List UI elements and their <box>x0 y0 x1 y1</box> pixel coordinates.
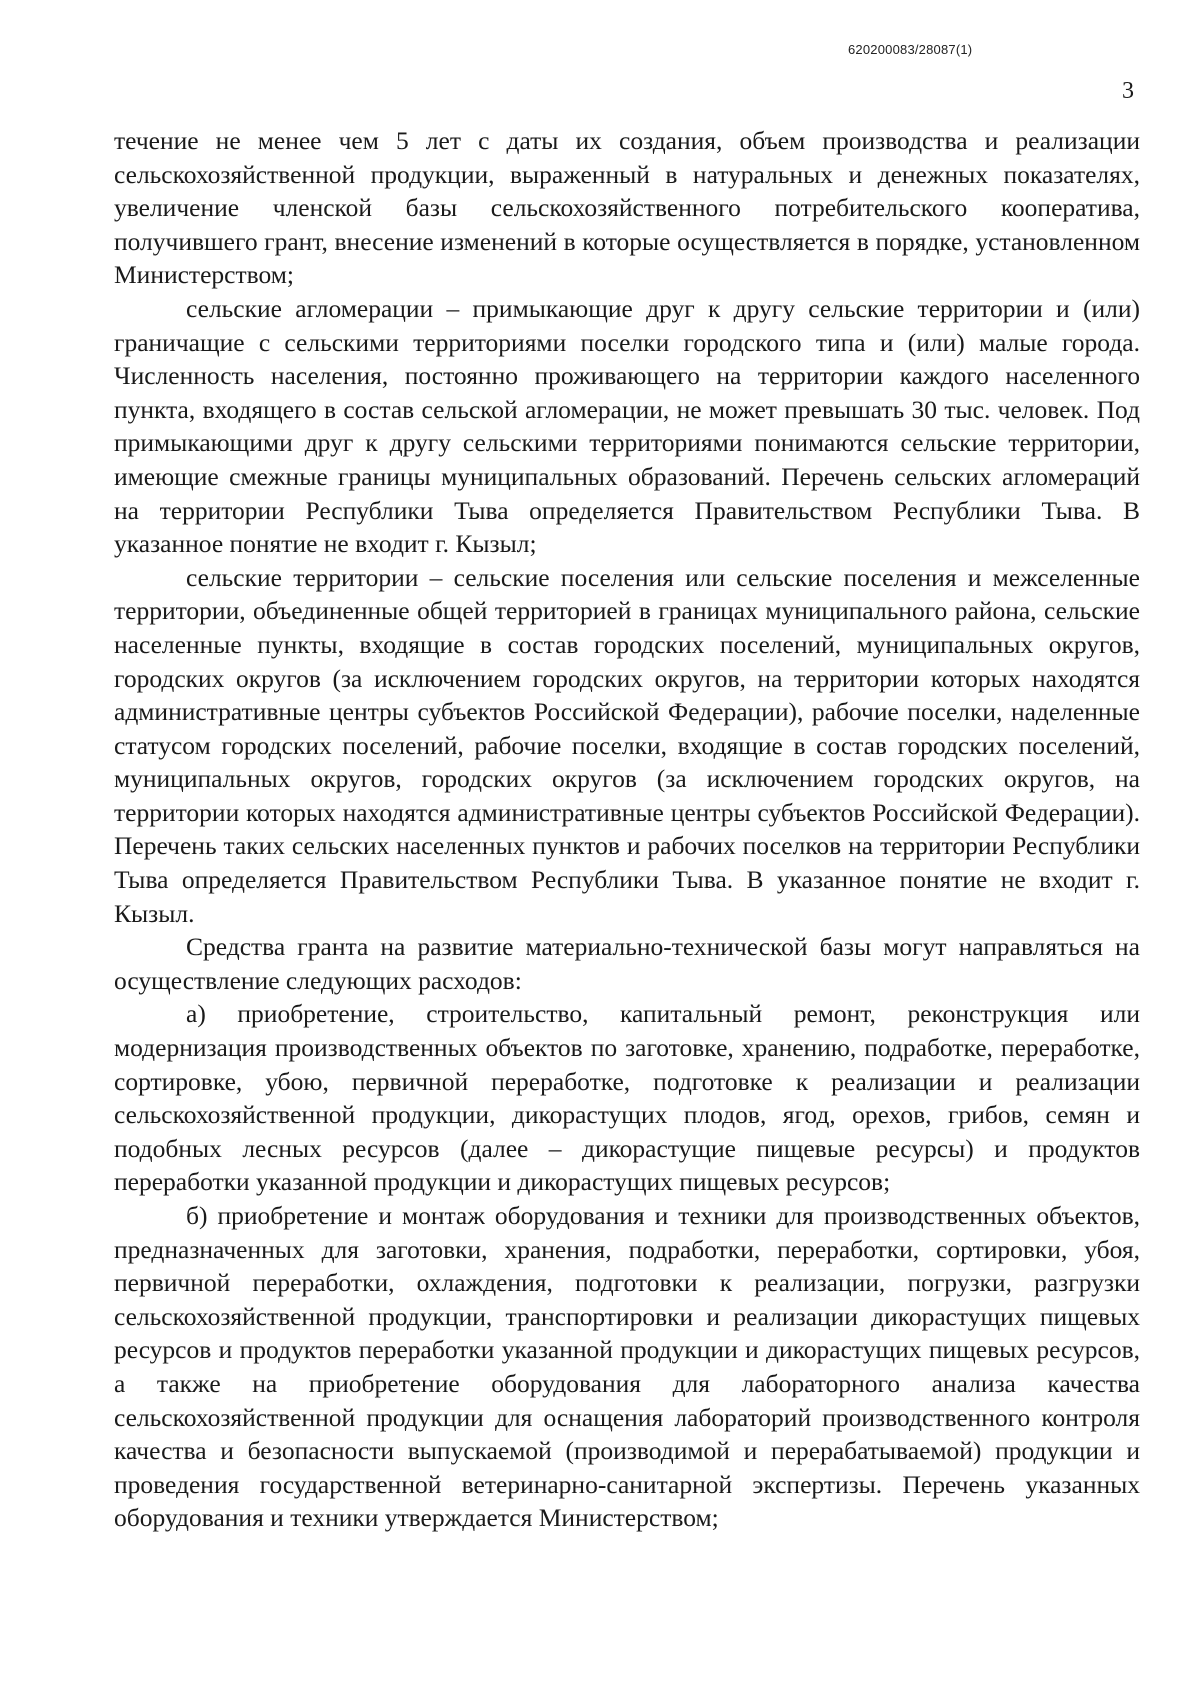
paragraph-continuation: течение не менее чем 5 лет с даты их создания, объем производства и реализации сельскохозяйственной продукции, выраженный в натуральных и денежных показателях, увеличение членской базы сельскохозяйственного потребительского кооператива, получившего грант, внесение изменений в которые осуществляется в порядке, установленном Министерством; <box>114 126 1140 290</box>
paragraph-grant-funds: Средства гранта на развитие материально-технической базы могут направляться на осуществление следующих расходов: <box>114 932 1140 995</box>
paragraph-rural-agglomerations: сельские агломерации – примыкающие друг к другу сельские территории и (или) граничащие с сельскими территориями поселки городского типа и (или) малые города. Численность населения, постоянно проживающего на территории каждого населенного пункта, входящего в состав сельской агломерации, не может превышать 30 тыс. человек. Под примыкающими друг к другу сельскими территориями понимаются сельские территории, имеющие смежные границы муниципальных образований. Перечень сельских агломераций на территории Республики Тыва определяется Правительством Республики Тыва. В указанное понятие не входит г. Кызыл; <box>114 293 1140 559</box>
paragraph-item-a: а) приобретение, строительство, капитальный ремонт, реконструкция или модернизация производственных объектов по заготовке, хранению, подработке, переработке, сортировке, убою, первичной переработке, подготовке к реализации и реализации сельскохозяйственной продукции, дикорастущих плодов, ягод, орехов, грибов, семян и подобных лесных ресурсов (далее – дикорастущие пищевые ресурсы) и продуктов переработки указанной продукции и дикорастущих пищевых ресурсов; <box>114 999 1140 1197</box>
document-body <box>114 124 1140 1535</box>
paragraph-rural-territories: сельские территории – сельские поселения или сельские поселения и межселенные территории, объединенные общей территорией в границах муниципального района, сельские населенные пункты, входящие в состав городских поселений, муниципальных округов, городских округов (за исключением городских округов, на территории которых находятся административные центры субъектов Российской Федерации), рабочие поселки, наделенные статусом городских поселений, рабочие поселки, входящие в состав городских поселений, муниципальных округов, городских округов (за исключением городских округов, на территории которых находятся административные центры субъектов Российской Федерации). Перечень таких сельских населенных пунктов и рабочих поселков на территории Республики Тыва определяется Правительством Республики Тыва. В указанное понятие не входит г. Кызыл. <box>114 562 1140 928</box>
document-id: 620200083/28087(1) <box>848 42 973 57</box>
page-number: 3 <box>1122 78 1134 104</box>
paragraph-item-b: б) приобретение и монтаж оборудования и техники для производственных объектов, предназначенных для заготовки, хранения, подработки, переработки, сортировки, убоя, первичной переработки, охлаждения, подготовки к реализации, погрузки, разгрузки сельскохозяйственной продукции, транспортировки и реализации дикорастущих пищевых ресурсов и продуктов переработки указанной продукции и дикорастущих пищевых ресурсов, а также на приобретение оборудования для лабораторного анализа качества сельскохозяйственной продукции для оснащения лабораторий производственного контроля качества и безопасности выпускаемой (производимой и перерабатываемой) продукции и проведения государственной ветеринарно-санитарной экспертизы. Перечень указанных оборудования и техники утверждается Министерством; <box>114 1201 1140 1533</box>
